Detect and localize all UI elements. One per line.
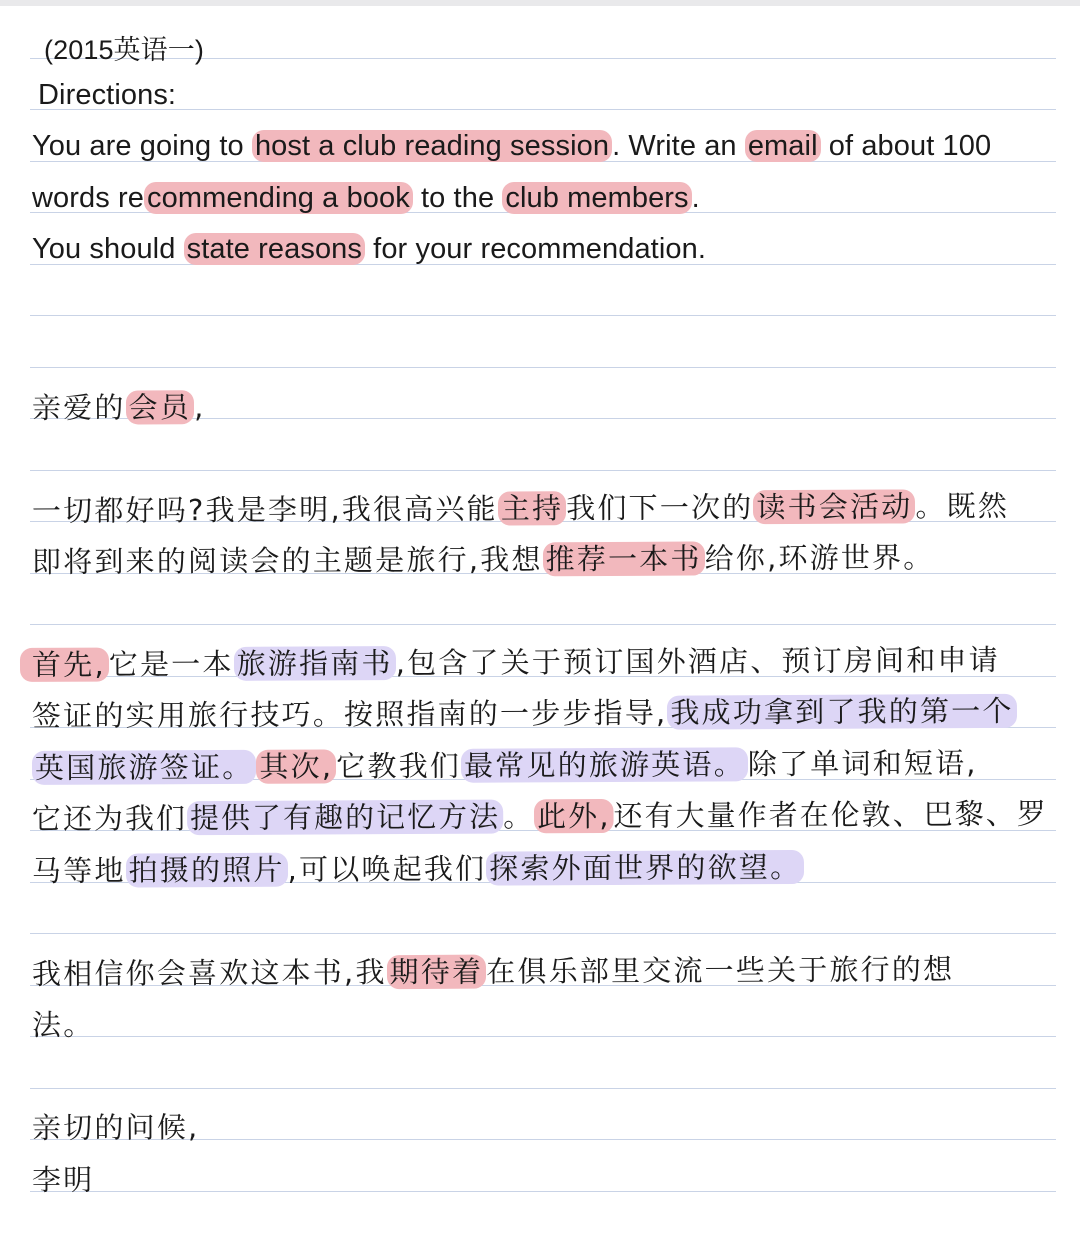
ruled-line [30, 1036, 1056, 1037]
text-run: 法。 [31, 1007, 95, 1042]
text-run: 它教我们 [336, 748, 462, 784]
ruled-line [30, 315, 1056, 316]
text-run: ,包含了关于预订国外酒店、预订房间和申请 [395, 642, 1000, 681]
paragraph-2-line-3 [32, 741, 978, 787]
exam-source: (2015英语一) [44, 35, 204, 65]
letter-signature: 李明 [31, 1162, 95, 1197]
text-run: 我相信你会喜欢这本书,我 [31, 955, 387, 991]
highlight-purple: 探索外面世界的欲望。 [486, 850, 804, 886]
highlight-purple: 旅游指南书 [234, 646, 396, 681]
highlight-pink: 此外, [534, 799, 614, 833]
highlight-pink: 期待着 [387, 955, 487, 990]
highlight-pink: host a club reading session [252, 130, 612, 162]
text-run: 在俱乐部里交流一些关于旅行的想 [486, 952, 955, 989]
text-run: 它还为我们 [31, 801, 188, 836]
text-run: 马等地 [31, 853, 126, 888]
highlight-pink: 读书会活动 [753, 489, 915, 524]
highlight-purple: 英国旅游签证。 [32, 750, 257, 785]
highlight-purple: 拍摄的照片 [126, 853, 288, 888]
text-run: of about 100 [820, 130, 992, 162]
notebook-page [0, 6, 1080, 1240]
ruled-line [30, 470, 1056, 471]
paragraph-3-line-2 [32, 1003, 95, 1044]
paragraph-2-line-2 [32, 689, 1017, 735]
highlight-pink: commending a book [144, 182, 413, 214]
paragraph-1-line-2 [32, 535, 935, 581]
paragraph-2-line-4 [32, 792, 1048, 838]
text-run: to the [412, 182, 503, 214]
paragraph-2-line-1 [20, 638, 1000, 684]
highlight-pink: email [745, 130, 821, 162]
text-run: words re [32, 182, 144, 214]
ruled-line [30, 367, 1056, 368]
paragraph-2-line-5 [32, 845, 804, 890]
ruled-line [30, 1088, 1056, 1089]
highlight-pink: 推荐一本书 [543, 541, 705, 576]
text-run: 除了单词和短语, [747, 746, 978, 782]
text-run: You should [32, 233, 184, 265]
paragraph-1-line-1 [32, 484, 1009, 530]
text-run: for your recommendation. [365, 233, 706, 265]
paragraph-3-line-1 [32, 947, 954, 993]
text-run: 亲爱的 [31, 390, 126, 425]
highlight-pink: club members [502, 182, 691, 214]
highlight-pink: state reasons [184, 233, 365, 265]
text-run: 给你,环游世界。 [704, 540, 935, 576]
highlight-pink: 首先, [20, 648, 109, 682]
ruled-line [30, 1191, 1056, 1192]
ruled-line [30, 624, 1056, 625]
text-run: , [193, 390, 206, 425]
text-run: 签证的实用旅行技巧。按照指南的一步步指导, [31, 695, 668, 733]
ruled-line [30, 109, 1056, 110]
text-run: 。 [503, 799, 535, 834]
text-run: 一切都好吗?我是李明,我很高兴能 [31, 491, 498, 528]
text-run: . [691, 182, 700, 214]
text-run: ,可以唤起我们 [287, 851, 487, 887]
ruled-line [30, 933, 1056, 934]
directions-heading: Directions: [38, 79, 177, 111]
letter-closing: 亲切的问候, [31, 1110, 200, 1145]
directions-line-3 [32, 233, 706, 266]
highlight-pink: 主持 [498, 491, 567, 525]
directions-line-2 [32, 182, 700, 215]
directions-line-1 [32, 130, 991, 163]
highlight-pink: 会员 [126, 390, 195, 424]
highlight-purple: 最常见的旅游英语。 [461, 747, 748, 783]
text-run: 还有大量作者在伦敦、巴黎、罗 [613, 796, 1048, 833]
highlight-pink: 其次, [256, 749, 336, 783]
highlight-purple: 我成功拿到了我的第一个 [667, 694, 1016, 730]
text-run: 即将到来的阅读会的主题是旅行,我想 [31, 542, 543, 579]
text-run: 我们下一次的 [566, 490, 754, 526]
highlight-purple: 提供了有趣的记忆方法 [187, 800, 503, 836]
letter-greeting [32, 385, 206, 427]
text-run: You are going to [32, 130, 252, 162]
text-run: . Write an [612, 130, 745, 162]
text-run: 。既然 [915, 488, 1010, 524]
text-run: 它是一本 [108, 646, 234, 682]
